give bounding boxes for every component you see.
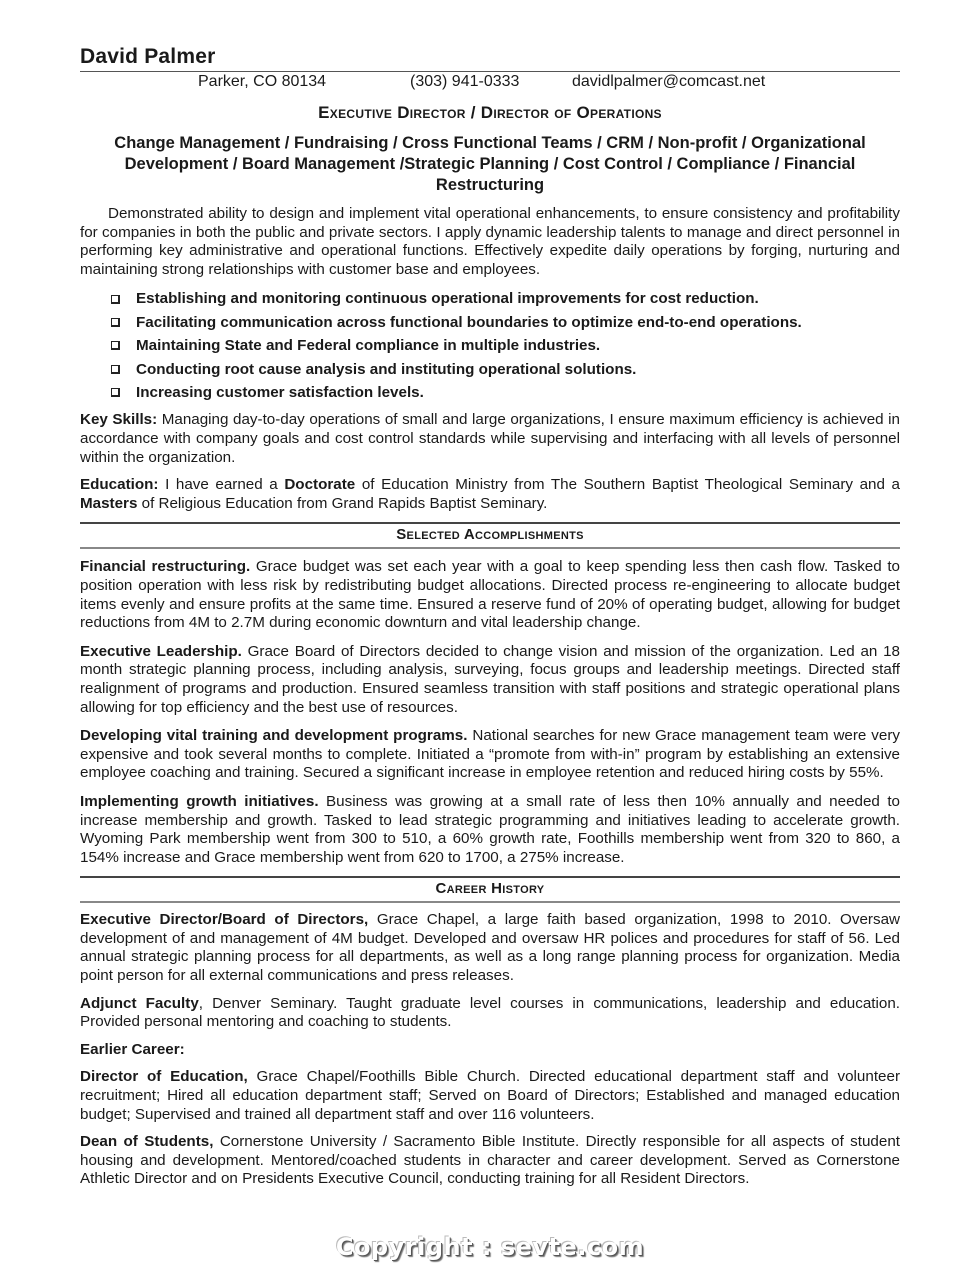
address: Parker, CO 80134 [198, 73, 327, 90]
highlight-item: Facilitating communication across functional boundaries to optimize end-to-end operations. [80, 311, 900, 334]
accomplishment-item: Developing vital training and development programs. National searches for new Grace management team were very expensive and took several months to complete. Initiated a “promote from with-in” program by establishing an extensive employee coaching and training. Secured a significant increase in employee retention and reduced hiring costs by 55%. [80, 727, 900, 782]
summary: Demonstrated ability to design and implement vital operational enhancements, to ensure consistency and profitability for companies in both the public and private sectors. I apply dynamic leadership talents to manage and direct personnel in performing key administrative and operational functions. Effectively expedite daily operations by forging, nurturing and maintaining strong relationships with customer base and employees. [80, 205, 900, 278]
highlights-list [80, 287, 900, 404]
contact-line [80, 72, 900, 92]
highlight-item: Establishing and monitoring continuous operational improvements for cost reduction. [80, 287, 900, 310]
section-heading-career: Career History [80, 876, 900, 903]
checkbox-icon [111, 388, 120, 397]
phone: (303) 941-0333 [410, 73, 520, 90]
highlight-item: Increasing customer satisfaction levels. [80, 381, 900, 404]
job-title: Executive Director / Director of Operations [318, 103, 662, 122]
highlight-item: Maintaining State and Federal compliance in multiple industries. [80, 334, 900, 357]
earlier-career-label: Earlier Career: [80, 1040, 185, 1058]
copyright-watermark: Copyright : sevte.com [335, 1233, 645, 1261]
job-entry: Dean of Students, Cornerstone University / Sacramento Bible Institute. Directly responsible for all aspects of student housing and development. Mentored/coached students in character and career development. Served as Cornerstone Athletic Director and on Presidents Executive Council, conducting training for all Resident Directors. [80, 1133, 900, 1188]
job-entry: Director of Education, Grace Chapel/Foothills Bible Church. Directed educational department staff and volunteer recruitment; Hired all education department staff; Served on Board of Directors; Established and managed education budget; Supervised and trained all department staff and over 116 volunteers. [80, 1068, 900, 1123]
checkbox-icon [111, 318, 120, 327]
job-entry: Executive Director/Board of Directors, Grace Chapel, a large faith based organization, 1998 to 2010. Oversaw development of and management of 4M budget. Developed and oversaw HR polices and procedures for staff of 56. Led annual strategic planning process for all departments, as well as a long range planning process for organization. Media point person for all external communications and press releases. [80, 911, 900, 985]
checkbox-icon [111, 365, 120, 374]
resume-page [80, 44, 900, 1189]
key-skills-label: Key Skills: [80, 411, 158, 429]
keywords: Change Management / Fundraising / Cross Functional Teams / CRM / Non-profit / Organizational Development / Board Management /Strategic Planning / Cost Control / Compliance / Financial Restructuring [114, 134, 866, 194]
candidate-name: David Palmer [80, 45, 216, 68]
accomplishment-item: Implementing growth initiatives. Business was growing at a small rate of less then 10% annually and needed to increase membership and growth. Tasked to lead strategic programming and initiatives leading to accelerate growth. Wyoming Park membership went from 300 to 510, a 60% growth rate, Foothills membership went from 320 to 860, a 154% increase and Grace membership went from 620 to 1700, a 275% increase. [80, 792, 900, 866]
degree-masters: Masters [80, 494, 138, 512]
checkbox-icon [111, 295, 120, 304]
job-entry: Adjunct Faculty, Denver Seminary. Taught graduate level courses in communications, leadership and education. Provided personal mentoring and coaching to students. [80, 994, 900, 1031]
degree-doctorate: Doctorate [284, 476, 356, 494]
accomplishment-item: Executive Leadership. Grace Board of Directors decided to change vision and mission of the organization. Led an 18 month strategic planning process, including analysis, surveying, focus groups and leadership meetings. Directed staff realignment of programs and production. Ensured seamless transition with staff positions and strategic operational plans allowing for top efficiency and the best use of resources. [80, 642, 900, 716]
education: Education: I have earned a Doctorate of Education Ministry from The Southern Baptist Theological Seminary and a Masters of Religious Education from Grand Rapids Baptist Seminary. [80, 476, 900, 512]
accomplishment-item: Financial restructuring. Grace budget was set each year with a goal to keep spending less then cash flow. Tasked to position operation with less risk by redistributing budget allocations. Directed process re-engineering to allocate budget items evenly and ensure profits at the same time. Ensured a reserve fund of 20% of operating budget, allowing for budget reductions from 4M to 2.7M during economic downturn and vital leadership change. [80, 558, 900, 632]
highlight-item: Conducting root cause analysis and instituting operational solutions. [80, 358, 900, 381]
education-label: Education: [80, 476, 159, 494]
key-skills: Key Skills: Managing day-to-day operations of small and large organizations, I ensure maximum efficiency is achieved in accordance with company goals and cost control standards while supervising and interfacing with all levels of personnel within the organization. [80, 411, 900, 466]
email: davidlpalmer@comcast.net [572, 73, 766, 90]
checkbox-icon [111, 341, 120, 350]
section-heading-accomplishments: Selected Accomplishments [80, 522, 900, 549]
